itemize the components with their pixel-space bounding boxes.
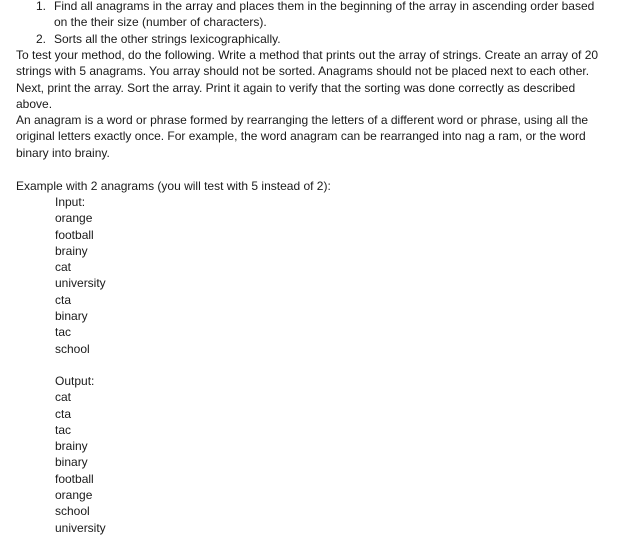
output-item: brainy xyxy=(55,439,88,454)
output-item: binary xyxy=(55,455,88,470)
input-item: tac xyxy=(55,325,72,340)
anagram-definition-paragraph: An anagram is a word or phrase formed by rearranging the letters of a different word or phrase, using all the original letters exactly once. For example, the word anagram can be rearranged into nag a ram, or the word binary into brainy. xyxy=(16,113,589,160)
example-heading: Example with 2 anagrams (you will test with 5 instead of 2): xyxy=(16,179,331,193)
output-item: school xyxy=(55,504,90,519)
output-item: football xyxy=(55,471,94,486)
input-item: school xyxy=(55,341,90,356)
requirement-text: Sorts all the other strings lexicographically. xyxy=(54,31,281,46)
input-item: brainy xyxy=(55,243,88,258)
output-item: cat xyxy=(55,390,72,405)
output-block xyxy=(55,373,106,536)
instructions-paragraph: To test your method, do the following. Write a method that prints out the array of strings. Create an array of 20 strings with 5 anagrams. You array should not be sorted. Anagrams should not be placed next to each other. Next, print the array. Sort the array. Print it again to verify that the sorting was done correctly as described above. xyxy=(16,48,599,111)
output-item: orange xyxy=(55,488,93,503)
requirement-text: Find all anagrams in the array and places them in the beginning of the array in ascending order based on the their size (number of characters). xyxy=(54,0,595,30)
requirements-list xyxy=(0,0,622,47)
input-item: cta xyxy=(55,292,72,307)
output-item: cta xyxy=(55,406,72,421)
input-label: Input: xyxy=(55,195,86,209)
requirement-item xyxy=(0,0,604,31)
input-block xyxy=(55,194,106,357)
input-item: orange xyxy=(55,211,93,226)
output-label: Output: xyxy=(55,374,95,388)
output-item: tac xyxy=(55,422,72,437)
requirement-number: 1. xyxy=(36,0,47,13)
output-item: university xyxy=(55,520,106,535)
input-item: football xyxy=(55,227,94,242)
input-item: binary xyxy=(55,309,88,324)
requirement-number: 2. xyxy=(36,31,47,46)
input-item: cat xyxy=(55,260,72,275)
requirement-item xyxy=(0,31,604,47)
input-item: university xyxy=(55,276,106,291)
